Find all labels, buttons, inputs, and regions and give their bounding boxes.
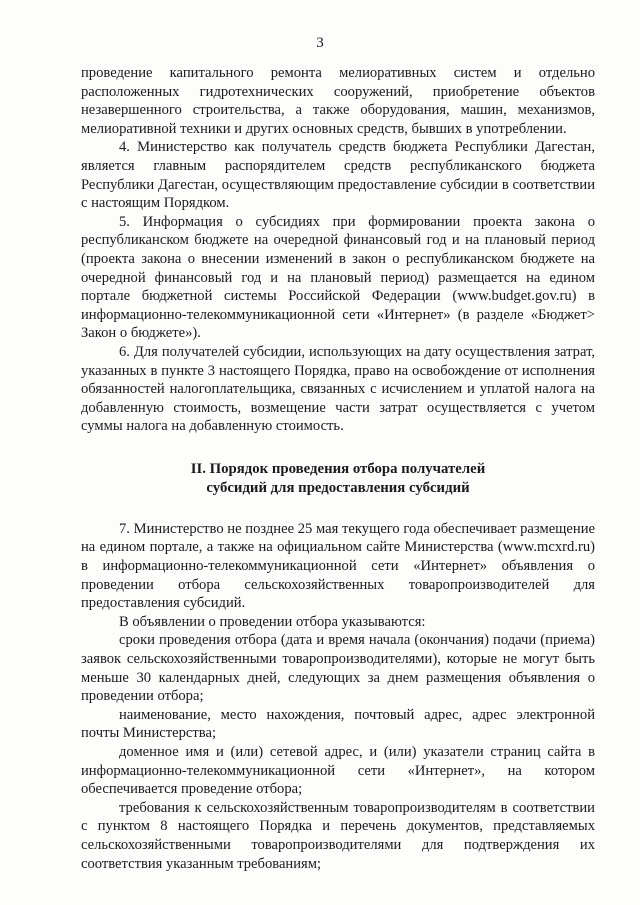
paragraph-selection-dates: сроки проведения отбора (дата и время начала (окончания) подачи (приема) заявок сельскохозяйственными товаропроизводителями), которые не могут быть меньше 30 календарных дней, следующих за днем размещения объявления о проведении отбора;	[81, 632, 595, 705]
section-heading-line-2: субсидий для предоставления субсидий	[206, 479, 470, 496]
paragraph-domain-name: доменное имя и (или) сетевой адрес, и (или) указатели страниц сайта в информационно-телекоммуникационной сети «Интернет», на котором обеспечивается проведение отбора;	[81, 744, 595, 798]
section-heading	[81, 460, 595, 498]
document-body	[81, 64, 595, 873]
section-heading-line-1: II. Порядок проведения отбора получателей	[190, 460, 486, 477]
paragraph-item-5: 5. Информация о субсидиях при формировании проекта закона о республиканском бюджете на очередной финансовый год и на плановый период (проекта закона о внесении изменений в закон о республиканском бюджете на очередной финансовый год и на плановый период) размещается на едином портале бюджетной системы Российской Федерации (www.budget.gov.ru) в информационно-телекоммуникационной сети «Интернет» (в разделе «Бюджет> Закон о бюджете»).	[81, 213, 595, 342]
paragraph-item-7: 7. Министерство не позднее 25 мая текущего года обеспечивает размещение на едином портале, а также на официальном сайте Министерства (www.mcxrd.ru) в информационно-телекоммуникационной сети «Интернет» объявления о проведении отбора сельскохозяйственных товаропроизводителей для предоставления субсидий.	[81, 520, 595, 612]
paragraph-requirements: требования к сельскохозяйственным товаропроизводителям в соответствии с пунктом 8 настоящего Порядка и перечень документов, представляемых сельскохозяйственными товаропроизводителями для подтверждения их соответствия указанным требованиям;	[81, 799, 595, 872]
paragraph-item-6: 6. Для получателей субсидии, использующих на дату осуществления затрат, указанных в пункте 3 настоящего Порядка, право на освобождение от исполнения обязанностей налогоплательщика, связанных с исчислением и уплатой налога на добавленную стоимость, возмещение части затрат осуществляется с учетом суммы налога на добавленную стоимость.	[81, 343, 595, 435]
paragraph-continuation: проведение капитального ремонта мелиоративных систем и отдельно расположенных гидротехнических сооружений, приобретение объектов незавершенного строительства, а также оборудования, машин, механизмов, мелиоративной техники и других основных средств, бывших в употреблении.	[81, 65, 595, 137]
page-number: 3	[316, 35, 324, 51]
paragraph-item-4: 4. Министерство как получатель средств бюджета Республики Дагестан, является главным распорядителем средств республиканского бюджета Республики Дагестан, осуществляющим предоставление субсидии в соответствии с настоящим Порядком.	[81, 139, 595, 212]
paragraph-ministry-contacts: наименование, место нахождения, почтовый адрес, адрес электронной почты Министерства;	[81, 706, 595, 742]
paragraph-announcement-intro: В объявлении о проведении отбора указываются:	[119, 613, 426, 630]
